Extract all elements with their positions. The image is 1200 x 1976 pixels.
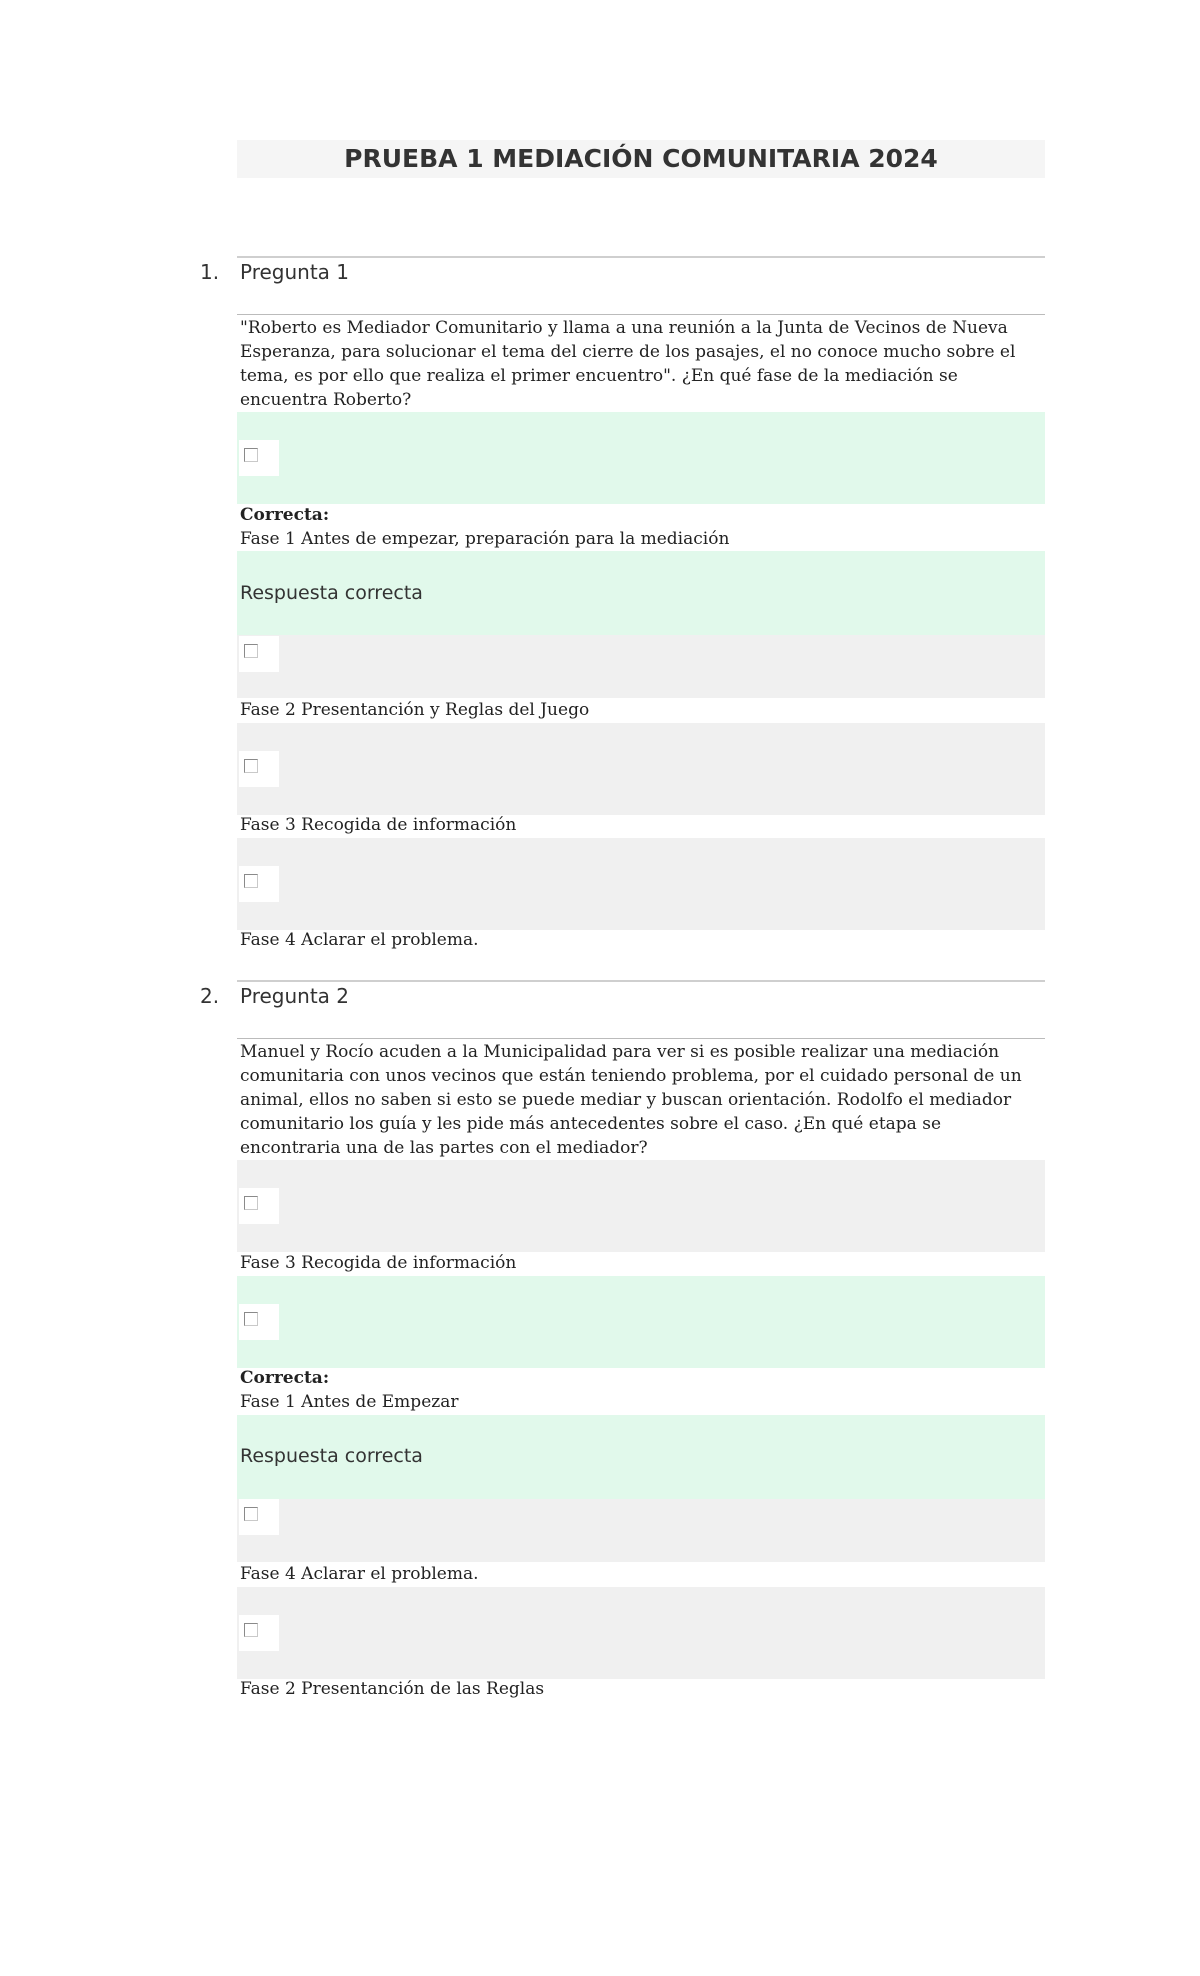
feedback-text: Respuesta correcta	[240, 582, 423, 604]
page-title: PRUEBA 1 MEDIACIÓN COMUNITARIA 2024	[237, 140, 1045, 178]
option-label: Fase 4 Aclarar el problema.	[240, 930, 479, 950]
feedback-text: Respuesta correcta	[240, 1445, 423, 1467]
question-title: Pregunta 2	[240, 984, 350, 1008]
question-divider	[237, 980, 1045, 982]
correct-label: Correcta:	[240, 505, 330, 525]
checkbox[interactable]	[239, 1188, 279, 1224]
checkbox[interactable]	[239, 751, 279, 787]
question-text: "Roberto es Mediador Comunitario y llama a una reunión a la Junta de Vecinos de Nueva Esperanza, para solucionar el tema del cierre de los pasajes, el no conoce mucho sobre el tema, es por ello que realiza el primer encuentro". ¿En qué fase de la mediación se encuentra Roberto?	[240, 318, 1016, 410]
checkbox-icon	[244, 759, 258, 773]
answer-option[interactable]	[237, 1587, 1045, 1679]
checkbox-icon	[244, 1196, 258, 1210]
answer-option[interactable]	[237, 635, 1045, 698]
option-label: Fase 3 Recogida de información	[240, 815, 517, 835]
answer-option[interactable]	[237, 1499, 1045, 1562]
checkbox[interactable]	[239, 1615, 279, 1651]
question-text-divider	[237, 314, 1045, 315]
correct-label: Correcta:	[240, 1368, 330, 1388]
checkbox[interactable]	[239, 636, 279, 672]
question-text-divider	[237, 1038, 1045, 1039]
answer-option[interactable]	[237, 1160, 1045, 1252]
checkbox-icon	[244, 448, 258, 462]
question-divider	[237, 256, 1045, 258]
checkbox-icon	[244, 1623, 258, 1637]
checkbox-icon	[244, 644, 258, 658]
question-title: Pregunta 1	[240, 260, 350, 284]
checkbox[interactable]	[239, 1499, 279, 1535]
answer-option-correct[interactable]	[237, 412, 1045, 504]
checkbox[interactable]	[239, 440, 279, 476]
checkbox[interactable]	[239, 1304, 279, 1340]
option-label: Fase 1 Antes de empezar, preparación para la mediación	[240, 529, 730, 549]
option-label: Fase 4 Aclarar el problema.	[240, 1564, 479, 1584]
question-text: Manuel y Rocío acuden a la Municipalidad para ver si es posible realizar una mediación comunitaria con unos vecinos que están teniendo problema, por el cuidado personal de un animal, ellos no saben si esto se puede mediar y buscan orientación. Rodolfo el mediador comunitario los guía y les pide más antecedentes sobre el caso. ¿En qué etapa se encontraria una de las partes con el mediador?	[240, 1042, 1022, 1158]
question-number: 2.	[200, 984, 220, 1008]
option-label: Fase 2 Presentanción y Reglas del Juego	[240, 700, 590, 720]
question-number: 1.	[200, 260, 220, 284]
answer-option-correct[interactable]	[237, 1276, 1045, 1368]
checkbox-icon	[244, 1507, 258, 1521]
checkbox[interactable]	[239, 866, 279, 902]
option-label: Fase 1 Antes de Empezar	[240, 1392, 459, 1412]
option-label: Fase 3 Recogida de información	[240, 1253, 517, 1273]
checkbox-icon	[244, 874, 258, 888]
checkbox-icon	[244, 1312, 258, 1326]
option-label: Fase 2 Presentanción de las Reglas	[240, 1679, 545, 1699]
answer-option[interactable]	[237, 723, 1045, 815]
answer-option[interactable]	[237, 838, 1045, 930]
